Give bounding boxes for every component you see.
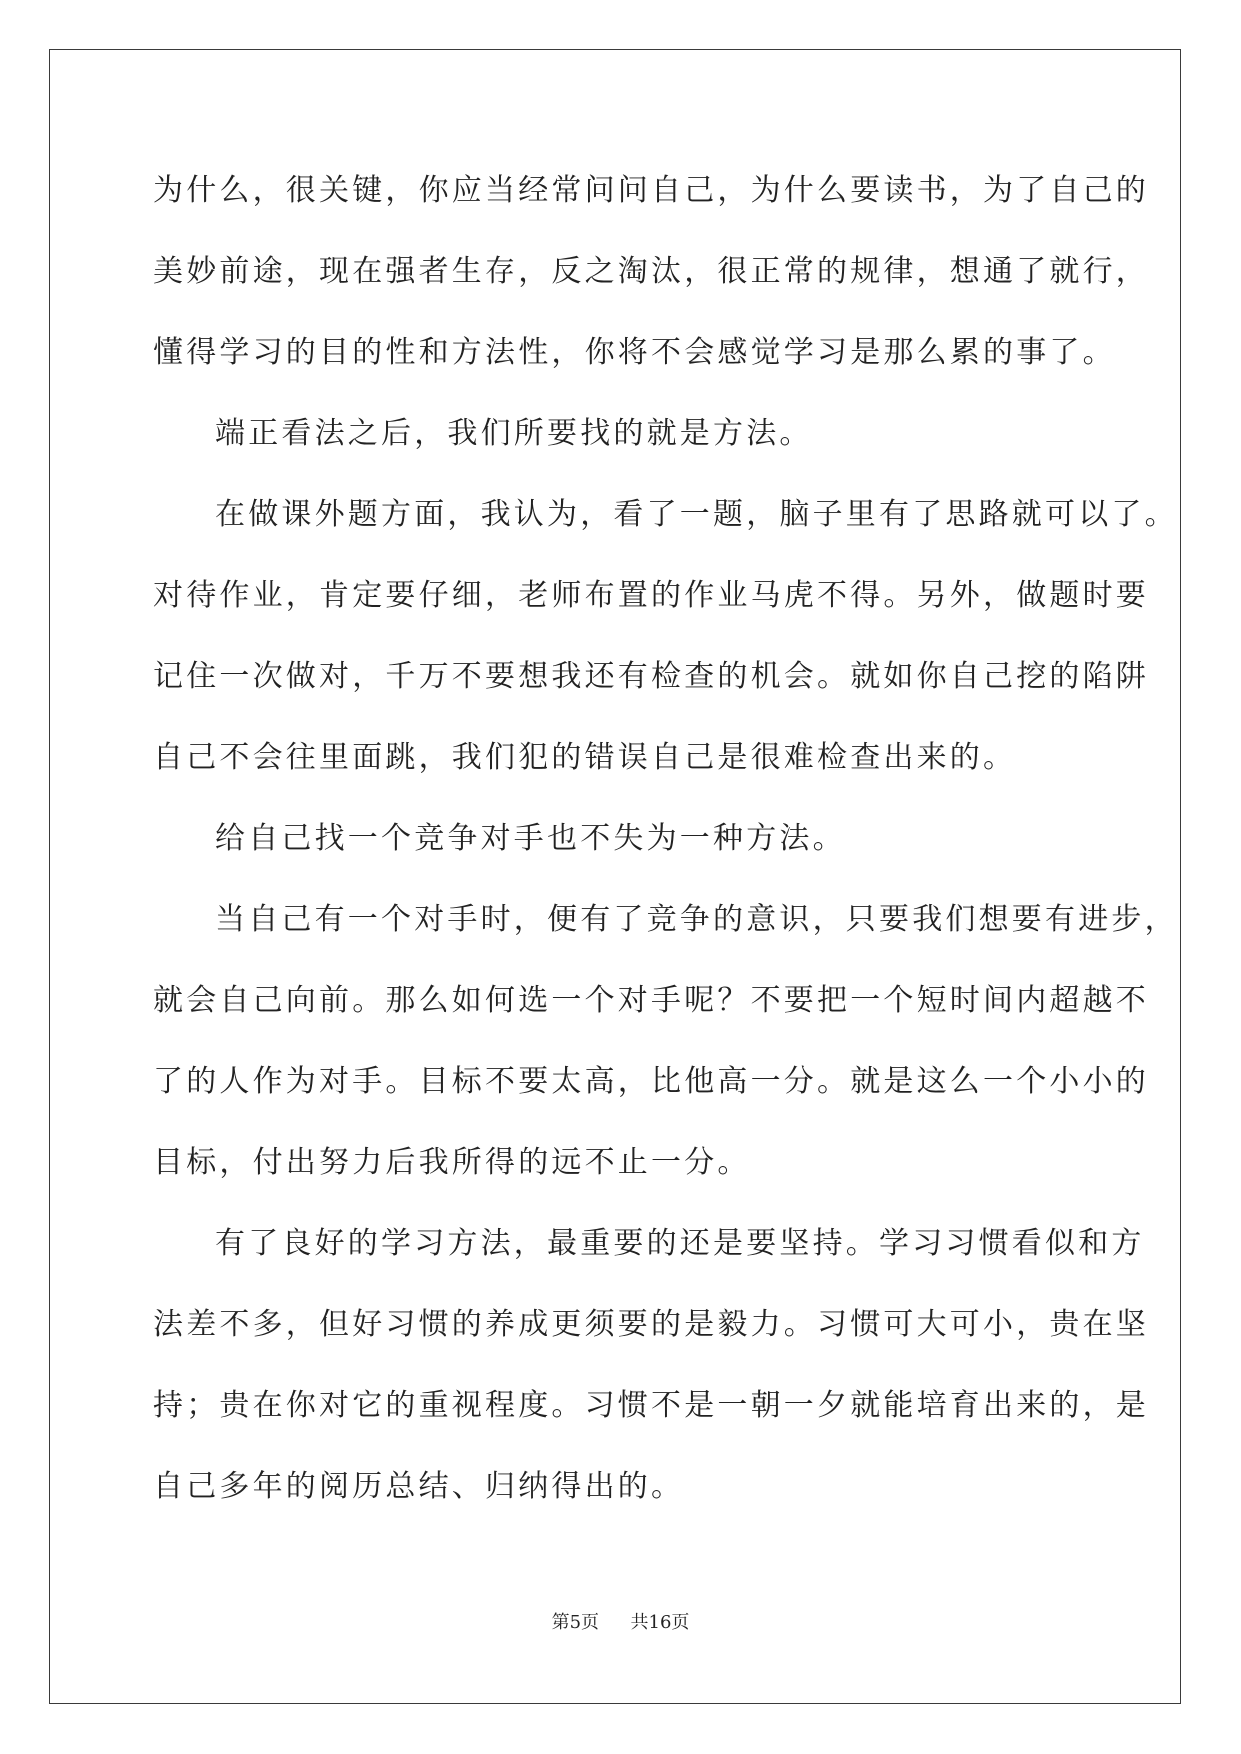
text-line: 美妙前途，现在强者生存，反之淘汰，很正常的规律，想通了就行， — [153, 254, 1149, 289]
text-line: 了的人作为对手。目标不要太高，比他高一分。就是这么一个小小的 — [153, 1064, 1149, 1099]
paragraph-start-line: 给自己找一个竞争对手也不失为一种方法。 — [215, 821, 846, 856]
text-line: 持；贵在你对它的重视程度。习惯不是一朝一夕就能培育出来的，是 — [153, 1388, 1149, 1423]
paragraph-start-line: 当自己有一个对手时，便有了竞争的意识，只要我们想要有进步， — [215, 902, 1178, 937]
text-line: 自己不会往里面跳，我们犯的错误自己是很难检查出来的。 — [153, 740, 1017, 775]
text-line: 懂得学习的目的性和方法性，你将不会感觉学习是那么累的事了。 — [153, 335, 1116, 370]
paragraph-start-line: 有了良好的学习方法，最重要的还是要坚持。学习习惯看似和方 — [215, 1226, 1145, 1261]
text-line: 目标，付出努力后我所得的远不止一分。 — [153, 1145, 751, 1180]
page-total: 共16页 — [630, 1612, 690, 1633]
paragraph-start-line: 在做课外题方面，我认为，看了一题，脑子里有了思路就可以了。 — [215, 497, 1178, 532]
page-footer — [0, 1608, 1241, 1634]
text-line: 为什么，很关键，你应当经常问问自己，为什么要读书，为了自己的 — [153, 173, 1149, 208]
page-number: 第5页 — [551, 1612, 600, 1633]
paragraph-start-line: 端正看法之后，我们所要找的就是方法。 — [215, 416, 813, 451]
document-body — [153, 150, 1178, 1527]
text-line: 就会自己向前。那么如何选一个对手呢？不要把一个短时间内超越不 — [153, 983, 1149, 1018]
text-line: 对待作业，肯定要仔细，老师布置的作业马虎不得。另外，做题时要 — [153, 578, 1149, 613]
text-line: 记住一次做对，千万不要想我还有检查的机会。就如你自己挖的陷阱 — [153, 659, 1149, 694]
text-line: 自己多年的阅历总结、归纳得出的。 — [153, 1469, 685, 1504]
text-line: 法差不多，但好习惯的养成更须要的是毅力。习惯可大可小，贵在坚 — [153, 1307, 1149, 1342]
